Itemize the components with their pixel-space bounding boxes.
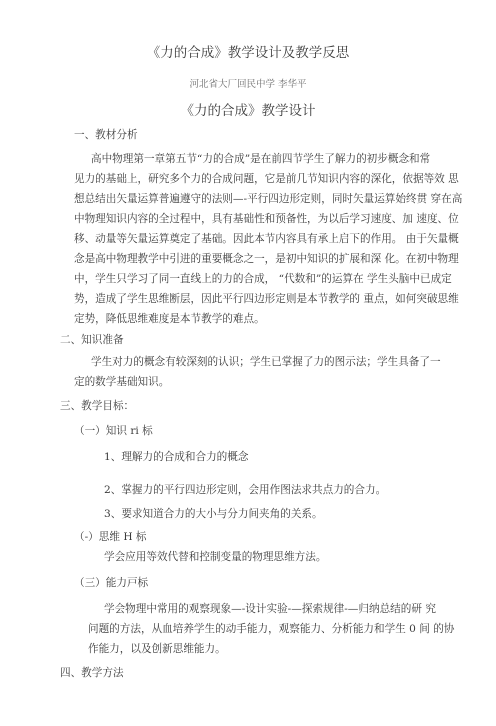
subheading-thinking-goal: （-）思维 H 标 — [74, 531, 147, 543]
paragraph-line: 念是高中物理教学中引进的重要概念之一，是初中知识的扩展和深 化。在初中物理 — [74, 253, 459, 265]
objective-item: 2、掌握力的平行四边形定则，会用作图法求共点力的合力。 — [104, 484, 387, 496]
paragraph-line: 定的数学基础知识。 — [74, 376, 170, 388]
document-subtitle: 《力的合成》教学设计 — [180, 103, 316, 119]
paragraph-line: 学会应用等效代替和控制变量的物理思维方法。 — [104, 551, 327, 563]
subheading-knowledge-goal: （一）知识 ri 标 — [74, 425, 153, 437]
section-heading-knowledge: 二、知识准备 — [60, 334, 124, 346]
paragraph-line: 作能力，以及创新思维能力。 — [88, 643, 226, 655]
author-line: 河北省大厂回民中学 李华平 — [189, 79, 307, 90]
paragraph-line: 见力的基础上，研究多个力的合成问题，它是前几节知识内容的深化，依据等效 思 — [74, 173, 459, 185]
paragraph-line: 移、动量等矢量运算奠定了基础。因此本节内容具有承上启下的作用。 由于矢量概 — [74, 233, 459, 245]
objective-item: 3、要求知道合力的大小与分力间夹角的关系。 — [104, 508, 323, 520]
paragraph-line: 中，学生只学习了同一直线上的力的合成， “代数和”的运算在 学生头脑中已成定 — [74, 273, 452, 285]
paragraph-line: 学生对力的概念有较深刻的认识；学生已掌握了力的图示法；学生具备了一 — [91, 356, 441, 368]
paragraph-line: 势，造成了学生思维断层，因此平行四边形定则是本节教学的 重点，如何突破思维 — [74, 293, 459, 305]
objective-item: 1、理解力的合成和合力的概念 — [104, 451, 249, 463]
subheading-ability-goal: （三）能力戸标 — [74, 577, 149, 589]
paragraph-line: 问题的方法，从血培养学生的动手能力，观察能力、分析能力和学生 0 间 的协 — [88, 623, 455, 635]
section-heading-materials: 一、教材分析 — [74, 129, 138, 141]
paragraph-line: 想总结出矢量运算普遍遵守的法则—-平行四边形定则，同时矢量运算始终贯 穿在高 — [74, 193, 463, 205]
paragraph-line: 高中物理第一章第五节“力的合成”是在前四节学生了解力的初步概念和常 — [91, 153, 431, 165]
section-heading-methods: 四、教学方法 — [60, 667, 124, 679]
paragraph-line: 学会物理中常用的观察现象—-设计实验-—探索规律-—归纳总结的研 究 — [104, 603, 436, 615]
paragraph-line: 中物理知识内容的全过程中，具有基础性和预备性，为以后学习速度、加 速度、位 — [74, 213, 459, 225]
document-title: 《力的合成》教学设计及教学反思 — [146, 45, 350, 61]
paragraph-line: 定势，降低思维难度是本节教学的难点。 — [74, 313, 265, 325]
section-heading-objectives: 三、教学目标： — [60, 400, 135, 412]
